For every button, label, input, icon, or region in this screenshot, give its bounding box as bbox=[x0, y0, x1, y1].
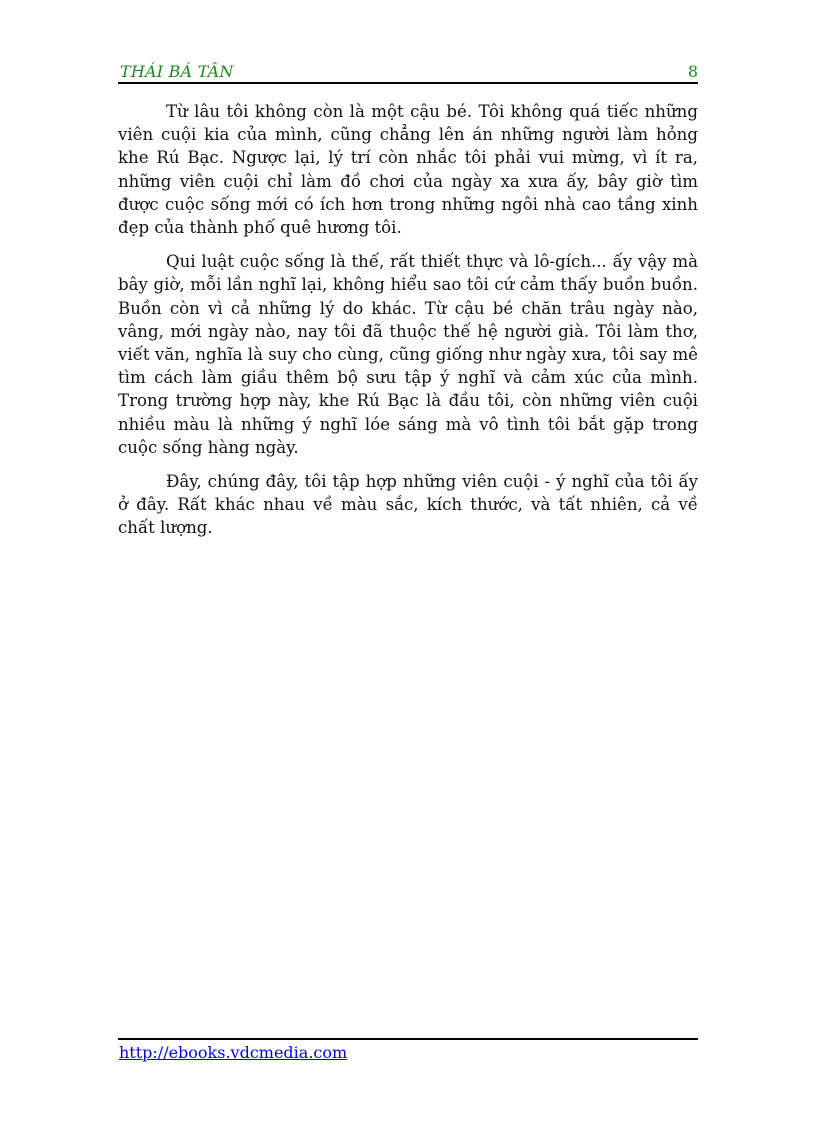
paragraph-1: Từ lâu tôi không còn là một cậu bé. Tôi không quá tiếc những viên cuội kia của mình, cũng chẳng lên án những người làm hỏng khe Rú Bạc. Ngược lại, lý trí còn nhắc tôi phải vui mừng, vì ít ra, những viên cuội chỉ làm đồ chơi của ngày xa xưa ấy, bây giờ tìm được cuộc sống mới có ích hơn trong những ngôi nhà cao tầng xinh đẹp của thành phố quê hương tôi. bbox=[118, 102, 698, 238]
page-header bbox=[118, 58, 698, 84]
source-link[interactable]: http://ebooks.vdcmedia.com bbox=[119, 1043, 348, 1062]
body-text bbox=[118, 100, 698, 551]
footer-divider bbox=[118, 1038, 698, 1040]
author-title: THÁI BÁ TÂN bbox=[120, 62, 234, 81]
paragraph-3: Đây, chúng đây, tôi tập hợp những viên cuội - ý nghĩ của tôi ấy ở đây. Rất khác nhau về màu sắc, kích thước, và tất nhiên, cả về chất lượng. bbox=[118, 472, 698, 538]
page-number: 8 bbox=[687, 62, 698, 81]
paragraph-2: Qui luật cuộc sống là thế, rất thiết thực và lô-gích... ấy vậy mà bây giờ, mỗi lần nghĩ lại, không hiểu sao tôi cứ cảm thấy buồn buồn. Buồn còn vì cả những lý do khác. Từ cậu bé chăn trâu ngày nào, vâng, mới ngày nào, nay tôi đã thuộc thế hệ người già. Tôi làm thơ, viết văn, nghĩa là suy cho cùng, cũng giống như ngày xưa, tôi say mê tìm cách làm giầu thêm bộ sưu tập ý nghĩ và cảm xúc của mình. Trong trường hợp này, khe Rú Bạc là đầu tôi, còn những viên cuội nhiều màu là những ý nghĩ lóe sáng mà vô tình tôi bắt gặp trong cuộc sống hàng ngày. bbox=[118, 252, 698, 457]
